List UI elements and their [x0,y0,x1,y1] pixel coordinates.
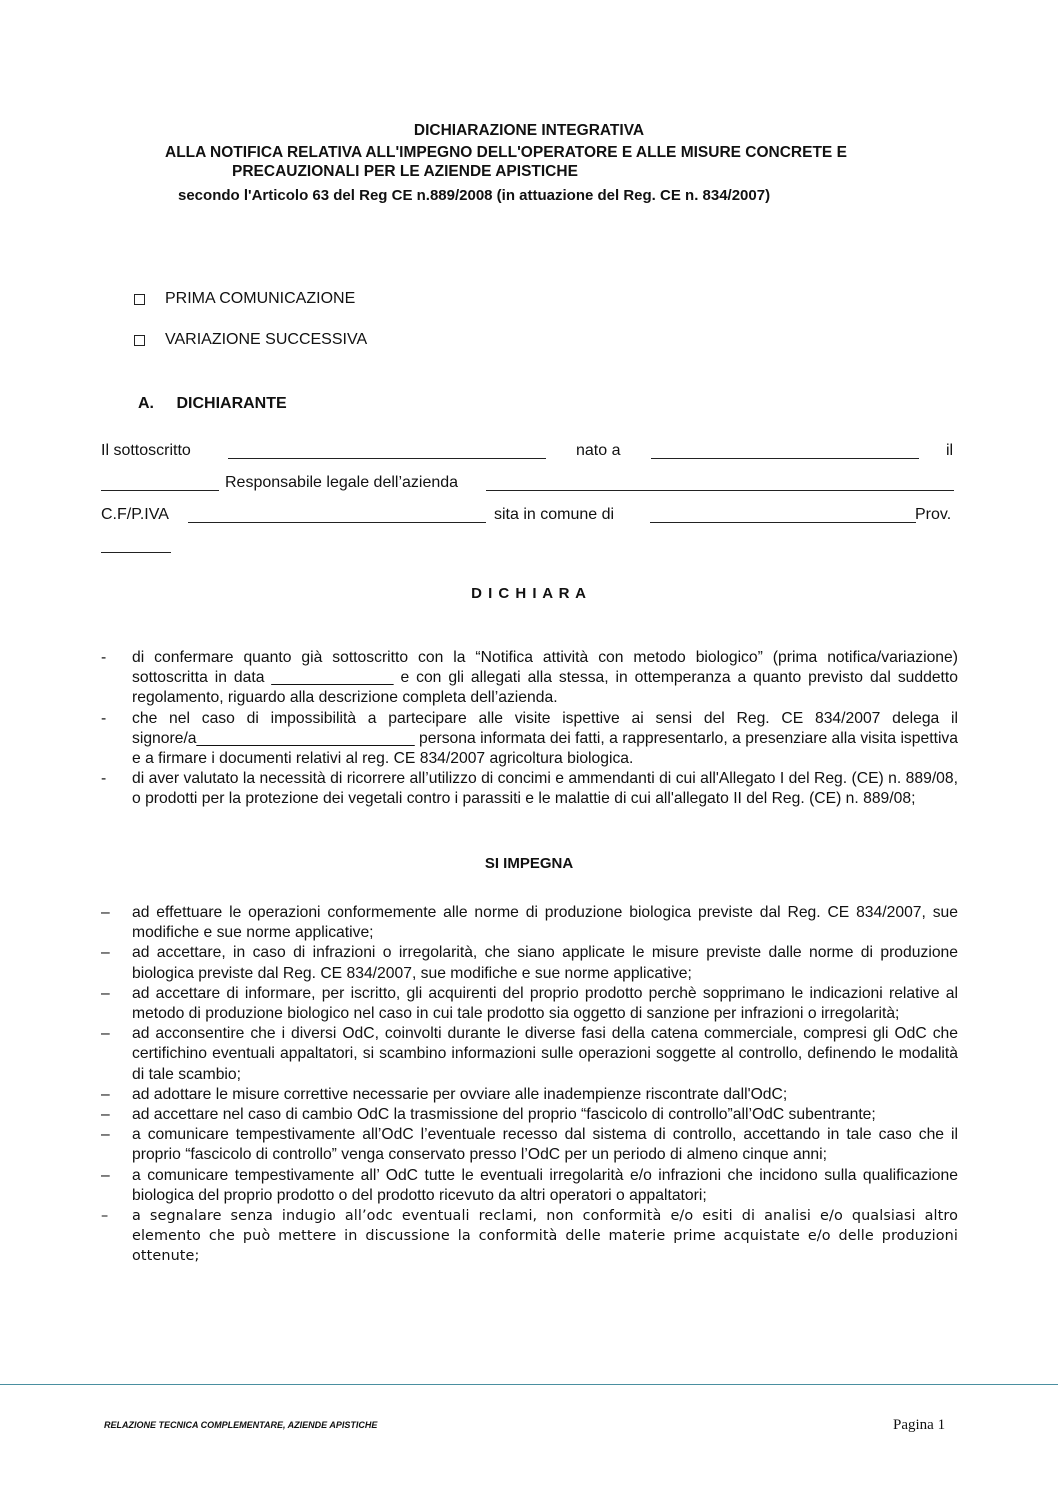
field-sottoscritto[interactable] [228,444,546,459]
section-title: DICHIARANTE [176,395,287,412]
list-item: – a comunicare tempestivamente all’ OdC tutte le eventuali irregolarità e/o infrazioni che incidono sulla qualificazione biologica del proprio prodotto o del prodotto ricevuto da altri operatori o appaltatori; [101,1166,958,1204]
footer-rule [0,1384,1058,1385]
checkbox[interactable] [134,294,145,305]
label-nato: nato a [576,442,621,459]
document-title: DICHIARAZIONE INTEGRATIVA [413,122,645,139]
list-item: – ad acconsentire che i diversi OdC, coinvolti durante le diverse fasi della catena commerciale, compresi gli OdC che certifichino eventuali appaltatori, si scambino informazioni sulle operazioni soggette al controllo, definendo le modalità di tale scambio; [101,1025,958,1083]
document-title-line2: ALLA NOTIFICA RELATIVA ALL'IMPEGNO DELL'OPERATORE E ALLE MISURE CONCRETE E [165,144,847,161]
list-item: - di aver valutato la necessità di ricorrere all’utilizzo di concimi e ammendanti di cui all'Allegato I del Reg. (CE) n. 889/08, o prodotti per la protezione dei vegetali contro i parassiti e le malattie di cui all'allegato II del Reg. (CE) n. 889/08; [101,770,958,808]
field-data-nascita[interactable] [101,476,219,491]
label-prov: Prov. [915,506,952,523]
option-prima-comunicazione[interactable] [134,290,355,308]
list-item: - che nel caso di impossibilità a partecipare alle visite ispettive ai sensi del Reg. CE 834/2007 delega il signore/a_________________________ persona informata dei fatti, a rappresentarlo, a presenziare alla visita ispettiva e a firmare i documenti relativi al reg. CE 834/2007 agricoltura biologica. [101,709,958,768]
option-label: VARIAZIONE SUCCESSIVA [165,331,368,348]
list-item: - di confermare quanto già sottoscritto con la “Notifica attività con metodo biologico” (prima notifica/variazione) sottoscritta in data ______________ e con gli allegati alla stessa, in ottemperanza a quanto previsto dal suddetto regolamento, riguardo alla descrizione completa dell’azienda. [101,649,958,707]
list-item: – ad accettare di informare, per iscritto, gli acquirenti del proprio prodotto perchè sopprimano le indicazioni relative al metodo di produzione biologico nel caso in cui tale prodotto sia oggetto di sanzione per infrazioni o irregolarità; [101,984,958,1023]
section-heading [138,395,287,413]
field-comune[interactable] [650,508,916,523]
dichiara-heading: D I C H I A R A [471,585,587,602]
field-azienda[interactable] [486,476,954,491]
label-sottoscritto: Il sottoscritto [101,442,191,459]
dichiara-list [101,648,958,810]
list-item: – ad effettuare le operazioni conformemente alle norme di produzione biologica previste dal Reg. CE 834/2007, sue modifiche e sue norme applicative; [101,904,958,942]
document-subtitle: secondo l'Articolo 63 del Reg CE n.889/2008 (in attuazione del Reg. CE n. 834/2007) [178,187,771,204]
label-il: il [946,442,954,459]
list-item: – a segnalare senza indugio all’odc eventuali reclami, non conformità e/o esiti di analisi e/o qualsiasi altro elemento che può mettere in discussione la conformità delle materie prime acquistate e/o delle produzioni ottenute; [101,1208,958,1265]
option-label: PRIMA COMUNICAZIONE [165,290,356,307]
label-responsabile: Responsabile legale dell’azienda [225,474,459,491]
list-item: – ad adottare le misure correttive necessarie per ovviare alle inadempienze riscontrate dall'OdC; [101,1085,788,1103]
document-title-line3: PRECAUZIONALI PER LE AZIENDE APISTICHE [232,163,578,180]
field-cf[interactable] [188,508,486,523]
option-variazione-successiva[interactable] [134,331,367,349]
list-item: – ad accettare, in caso di infrazioni o irregolarità, che siano applicate le misure previste dalle norme di produzione biologica previste dal Reg. CE 834/2007, sue modifiche e sue norme applicative; [101,944,958,982]
field-luogo-nascita[interactable] [651,444,919,459]
label-comune: sita in comune di [494,506,615,523]
checkbox[interactable] [134,335,145,346]
page-number: Pagina 1 [893,1417,946,1433]
impegna-heading: SI IMPEGNA [484,855,574,872]
list-item: – a comunicare tempestivamente all’OdC l’eventuale recesso dal sistema di controllo, accettando in tale caso che il proprio “fascicolo di controllo” venga conservato presso l’OdC per un periodo di almeno cinque anni; [101,1126,958,1164]
label-cf: C.F/P.IVA [101,506,169,523]
field-prov[interactable] [101,538,171,553]
impegna-list [101,903,958,1267]
footer-document-name: RELAZIONE TECNICA COMPLEMENTARE, AZIENDE APISTICHE [104,1420,378,1430]
section-number: A. [138,395,154,412]
list-item: – ad accettare nel caso di cambio OdC la trasmissione del proprio “fascicolo di controllo”all’OdC subentrante; [101,1106,876,1124]
